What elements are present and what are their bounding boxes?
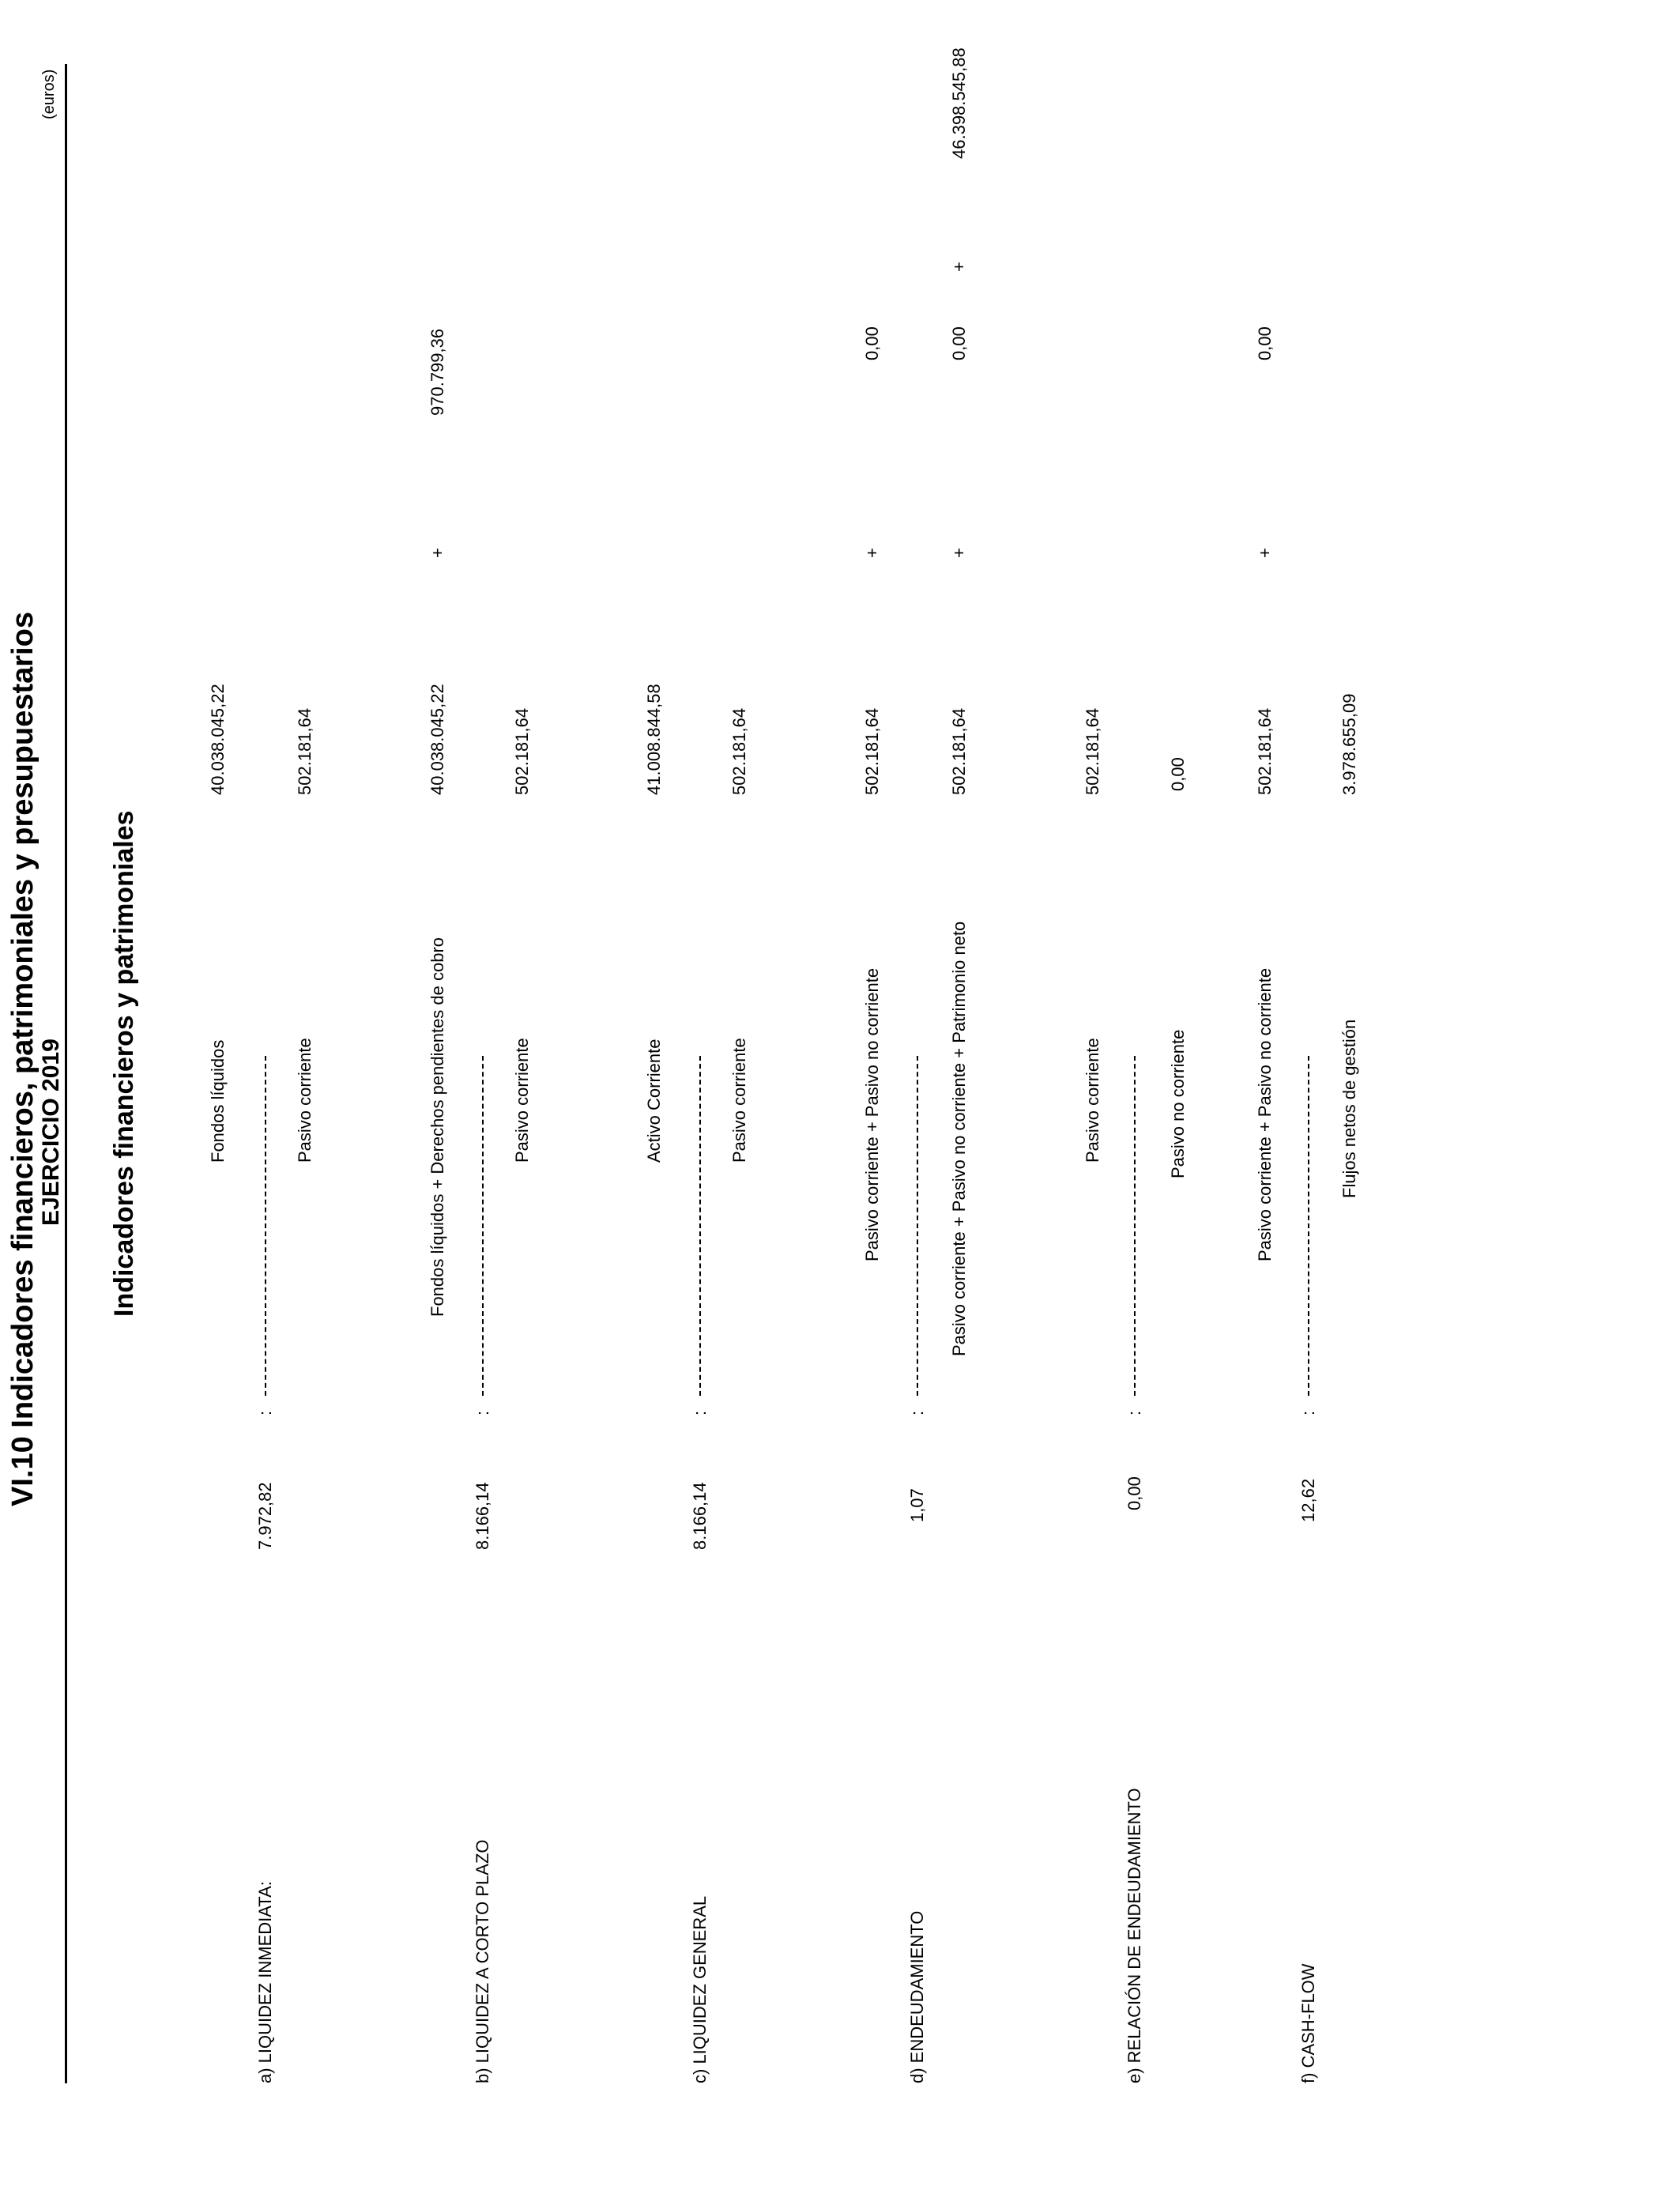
denominator-label: Pasivo corriente — [295, 1038, 315, 1163]
indicator-value: 1,07 — [907, 1488, 927, 1522]
indicator-value: 8.166,14 — [473, 1482, 492, 1550]
denominator-value: 46.398.545,88 — [949, 47, 969, 159]
numerator-value: 0,00 — [862, 326, 882, 360]
indicator-separator: : — [690, 1410, 710, 1416]
indicator-label: d) ENDEUDAMIENTO — [907, 1910, 927, 2083]
indicator-label: e) RELACIÓN DE ENDEUDAMIENTO — [1124, 1788, 1144, 2083]
numerator-label: Activo Corriente — [644, 1039, 664, 1163]
indicator-value: 12,62 — [1298, 1478, 1318, 1522]
denominator-value: 502.181,64 — [949, 707, 969, 795]
section-title: Indicadores financieros y patrimoniales — [109, 810, 139, 1317]
denominator-value: 0,00 — [1168, 757, 1188, 791]
fraction-bar — [699, 1056, 701, 1396]
denominator-value: 502.181,64 — [729, 707, 749, 795]
indicator-label: b) LIQUIDEZ A CORTO PLAZO — [473, 1839, 492, 2083]
numerator-label: Pasivo corriente + Pasivo no corriente — [862, 967, 882, 1261]
denominator-operator: + — [949, 262, 969, 272]
denominator-value: 3.978.655,09 — [1339, 693, 1359, 795]
denominator-value: 0,00 — [949, 326, 969, 360]
page-title: VI.10 Indicadores financieros, patrimoniales y presupuestarios — [6, 612, 40, 1506]
denominator-label: Pasivo corriente — [512, 1038, 532, 1163]
indicator-label: f) CASH-FLOW — [1298, 1963, 1318, 2083]
numerator-value: 40.038.045,22 — [208, 684, 228, 795]
numerator-operator: + — [1255, 548, 1275, 558]
denominator-label: Flujos netos de gestión — [1339, 1019, 1359, 1198]
indicator-separator: : — [1298, 1410, 1318, 1416]
indicator-separator: : — [473, 1410, 492, 1416]
header-rule — [65, 64, 67, 2083]
numerator-value: 40.038.045,22 — [428, 684, 447, 795]
denominator-value: 502.181,64 — [295, 707, 315, 795]
numerator-label: Fondos líquidos + Derechos pendientes de cobro — [428, 937, 447, 1317]
indicator-separator: : — [255, 1410, 275, 1416]
denominator-value: 502.181,64 — [512, 707, 532, 795]
indicator-separator: : — [907, 1410, 927, 1416]
indicator-value: 0,00 — [1124, 1476, 1144, 1510]
page-subtitle: EJERCICIO 2019 — [38, 1039, 64, 1226]
fraction-bar — [482, 1056, 484, 1396]
numerator-label: Fondos líquidos — [208, 1039, 228, 1163]
numerator-operator: + — [862, 548, 882, 558]
numerator-value: 502.181,64 — [862, 707, 882, 795]
indicator-label: c) LIQUIDEZ GENERAL — [690, 1895, 710, 2083]
numerator-value: 970.799,36 — [428, 328, 447, 416]
numerator-value: 0,00 — [1255, 326, 1275, 360]
numerator-label: Pasivo corriente — [1083, 1038, 1102, 1163]
fraction-bar — [1308, 1056, 1309, 1396]
denominator-label: Pasivo no corriente — [1168, 1029, 1188, 1178]
units-label: (euros) — [40, 69, 58, 119]
numerator-value: 502.181,64 — [1083, 707, 1102, 795]
denominator-label: Pasivo corriente — [729, 1038, 749, 1163]
numerator-value: 502.181,64 — [1255, 707, 1275, 795]
fraction-bar — [265, 1056, 266, 1396]
indicator-separator: : — [1124, 1410, 1144, 1416]
denominator-operator: + — [949, 548, 969, 558]
indicator-value: 7.972,82 — [255, 1482, 275, 1550]
fraction-bar — [917, 1056, 918, 1396]
fraction-bar — [1134, 1056, 1136, 1396]
indicator-value: 8.166,14 — [690, 1482, 710, 1550]
indicator-label: a) LIQUIDEZ INMEDIATA: — [255, 1881, 275, 2083]
numerator-value: 41.008.844,58 — [644, 684, 664, 795]
numerator-label: Pasivo corriente + Pasivo no corriente — [1255, 967, 1275, 1261]
denominator-label: Pasivo corriente + Pasivo no corriente + Patrimonio neto — [949, 921, 969, 1356]
numerator-operator: + — [428, 548, 447, 558]
